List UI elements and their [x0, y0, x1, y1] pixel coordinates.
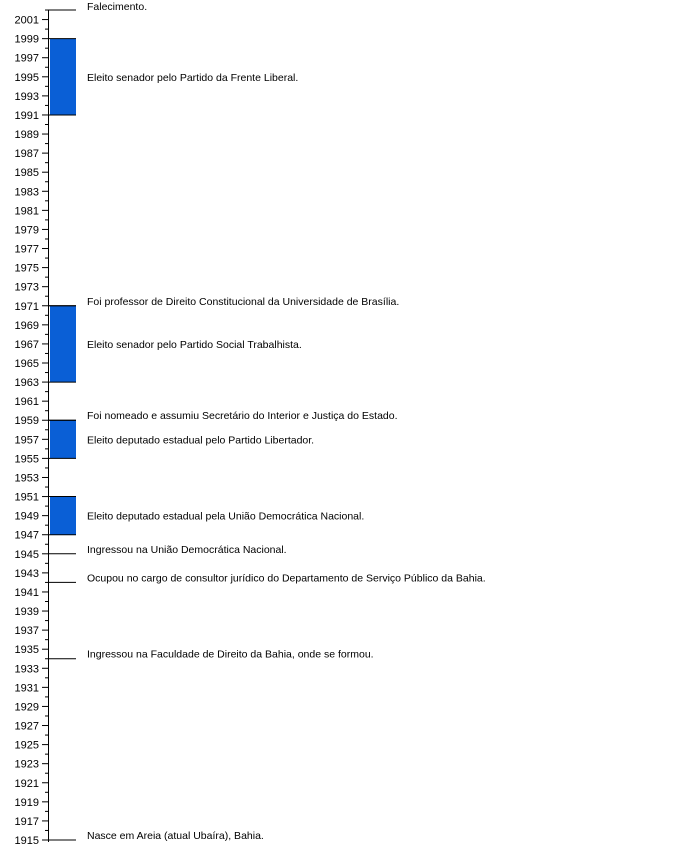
- axis-tick-label: 1983: [14, 186, 39, 199]
- period-label: Eleito senador pelo Partido da Frente Liberal.: [87, 71, 299, 84]
- period-bar: [50, 420, 76, 458]
- axis-tick-label: 1915: [14, 835, 39, 847]
- axis-tick-label: 1985: [14, 167, 39, 180]
- event-label: Nasce em Areia (atual Ubaíra), Bahia.: [87, 830, 264, 842]
- axis-tick-label: 1961: [14, 396, 39, 409]
- axis-tick-label: 1939: [14, 606, 39, 619]
- axis-tick-label: 1969: [14, 319, 39, 332]
- axis-tick-label: 1997: [14, 52, 39, 65]
- axis-tick-label: 1919: [14, 796, 39, 809]
- axis-tick-label: 1941: [14, 586, 39, 599]
- period-bar: [50, 39, 76, 115]
- event-label: Ingressou na Faculdade de Direito da Bahia, onde se formou.: [87, 648, 374, 661]
- axis-tick-label: 1935: [14, 644, 39, 657]
- axis-tick-label: 1959: [14, 415, 39, 428]
- axis-tick-label: 1989: [14, 129, 39, 142]
- axis-tick-label: 1931: [14, 682, 39, 695]
- period-label: Eleito senador pelo Partido Social Trabalhista.: [87, 338, 302, 351]
- axis-tick-label: 1981: [14, 205, 39, 218]
- axis-tick-label: 1943: [14, 567, 39, 580]
- event-label: Foi professor de Direito Constitucional da Universidade de Brasília.: [87, 295, 400, 308]
- axis-tick-label: 1921: [14, 777, 39, 790]
- event-label: Foi nomeado e assumiu Secretário do Interior e Justiça do Estado.: [87, 410, 398, 423]
- axis-tick-label: 1953: [14, 472, 39, 485]
- axis-tick-label: 1999: [14, 33, 39, 46]
- period-bar: [50, 497, 76, 535]
- axis-tick-label: 1945: [14, 548, 39, 561]
- axis-tick-label: 1925: [14, 739, 39, 752]
- axis-tick-label: 1967: [14, 338, 39, 351]
- axis-tick-label: 1993: [14, 90, 39, 103]
- axis-tick-label: 1963: [14, 377, 39, 390]
- axis-tick-label: 1975: [14, 262, 39, 275]
- event-label: Ocupou no cargo de consultor jurídico do Departamento de Serviço Público da Bahia.: [87, 572, 486, 585]
- axis-tick-label: 1965: [14, 358, 39, 370]
- axis-tick-label: 1979: [14, 224, 39, 237]
- axis-tick-label: 1937: [14, 625, 39, 638]
- axis-tick-label: 1991: [14, 109, 39, 122]
- axis-tick-label: 2001: [14, 14, 39, 27]
- axis-tick-label: 1923: [14, 758, 39, 771]
- period-bar: [50, 306, 76, 382]
- axis-tick-label: 1955: [14, 453, 39, 466]
- axis-tick-label: 1987: [14, 148, 39, 161]
- axis-tick-label: 1947: [14, 529, 39, 542]
- axis-tick-label: 1949: [14, 510, 39, 523]
- axis-tick-label: 1951: [14, 491, 39, 504]
- axis-tick-label: 1995: [14, 71, 39, 84]
- axis-tick-label: 1957: [14, 434, 39, 447]
- axis-tick-label: 1973: [14, 281, 39, 294]
- period-label: Eleito deputado estadual pelo Partido Libertador.: [87, 434, 315, 447]
- axis-tick-label: 1933: [14, 663, 39, 676]
- axis-tick-label: 1917: [14, 815, 39, 828]
- axis-tick-label: 1929: [14, 701, 39, 714]
- axis-tick-label: 1971: [14, 300, 39, 313]
- period-label: Eleito deputado estadual pela União Democrática Nacional.: [87, 510, 365, 523]
- axis-tick-label: 1977: [14, 243, 39, 256]
- event-label: Ingressou na União Democrática Nacional.: [87, 543, 287, 556]
- event-label: Falecimento.: [87, 1, 148, 13]
- axis-tick-label: 1927: [14, 720, 39, 733]
